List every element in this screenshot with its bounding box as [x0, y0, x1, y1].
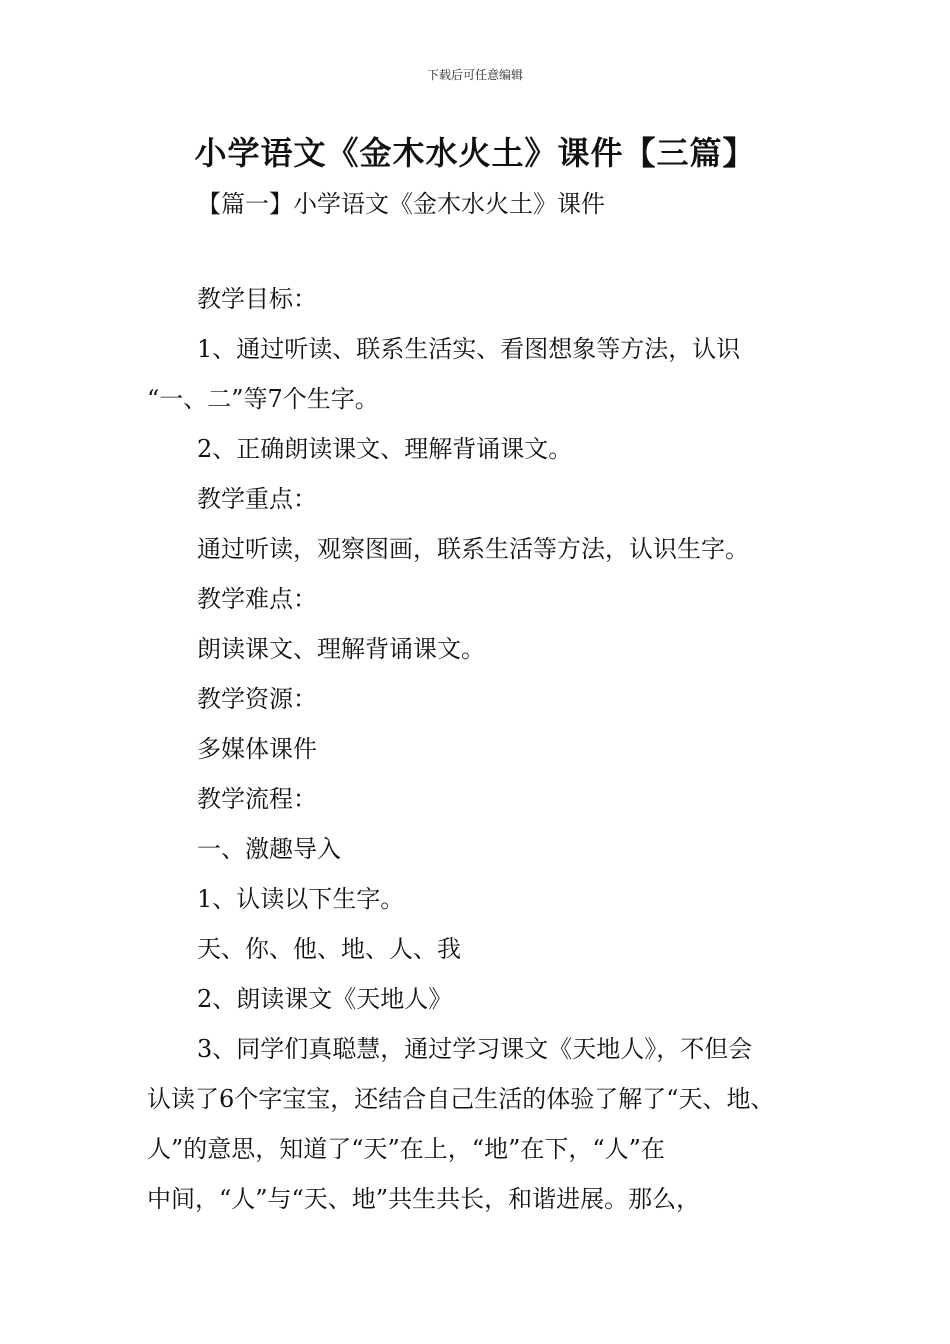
- paragraph-line: 中间，“人”与“天、地”共生共长，和谐进展。那么，: [147, 1185, 701, 1213]
- paragraph-line: 人”的意思，知道了“天”在上，“地”在下，“人”在: [147, 1135, 665, 1163]
- paragraph-line: 教学重点：: [197, 485, 317, 513]
- paragraph-line: 多媒体课件: [197, 735, 317, 763]
- paragraph-line: 2、正确朗读课文、理解背诵课文。: [197, 435, 573, 463]
- section-subtitle: 【篇一】小学语文《金木水火土》课件: [197, 190, 605, 218]
- header-note: 下载后可任意编辑: [426, 68, 523, 82]
- paragraph-line: 1、认读以下生字。: [197, 885, 405, 913]
- paragraph-line: 教学目标：: [197, 285, 317, 313]
- paragraph-line: 一、激趣导入: [197, 835, 341, 863]
- paragraph-line: “一、二”等7个生字。: [147, 385, 379, 413]
- paragraph-line: 朗读课文、理解背诵课文。: [197, 635, 485, 663]
- document-title: 小学语文《金木水火土》课件【三篇】: [194, 134, 756, 172]
- paragraph-line: 认读了6个字宝宝，还结合自己生活的体验了解了“天、地、: [147, 1085, 775, 1113]
- paragraph-line: 3、同学们真聪慧，通过学习课文《天地人》，不但会: [197, 1035, 753, 1063]
- paragraph-line: 1、通过听读、联系生活实、看图想象等方法，认识: [197, 335, 741, 363]
- paragraph-line: 通过听读，观察图画，联系生活等方法，认识生字。: [197, 535, 749, 563]
- paragraph-line: 教学资源：: [197, 685, 317, 713]
- paragraph-line: 2、朗读课文《天地人》: [197, 985, 453, 1013]
- paragraph-line: 教学流程：: [197, 785, 317, 813]
- paragraph-line: 天、你、他、地、人、我: [197, 935, 461, 963]
- paragraph-line: 教学难点：: [197, 585, 317, 613]
